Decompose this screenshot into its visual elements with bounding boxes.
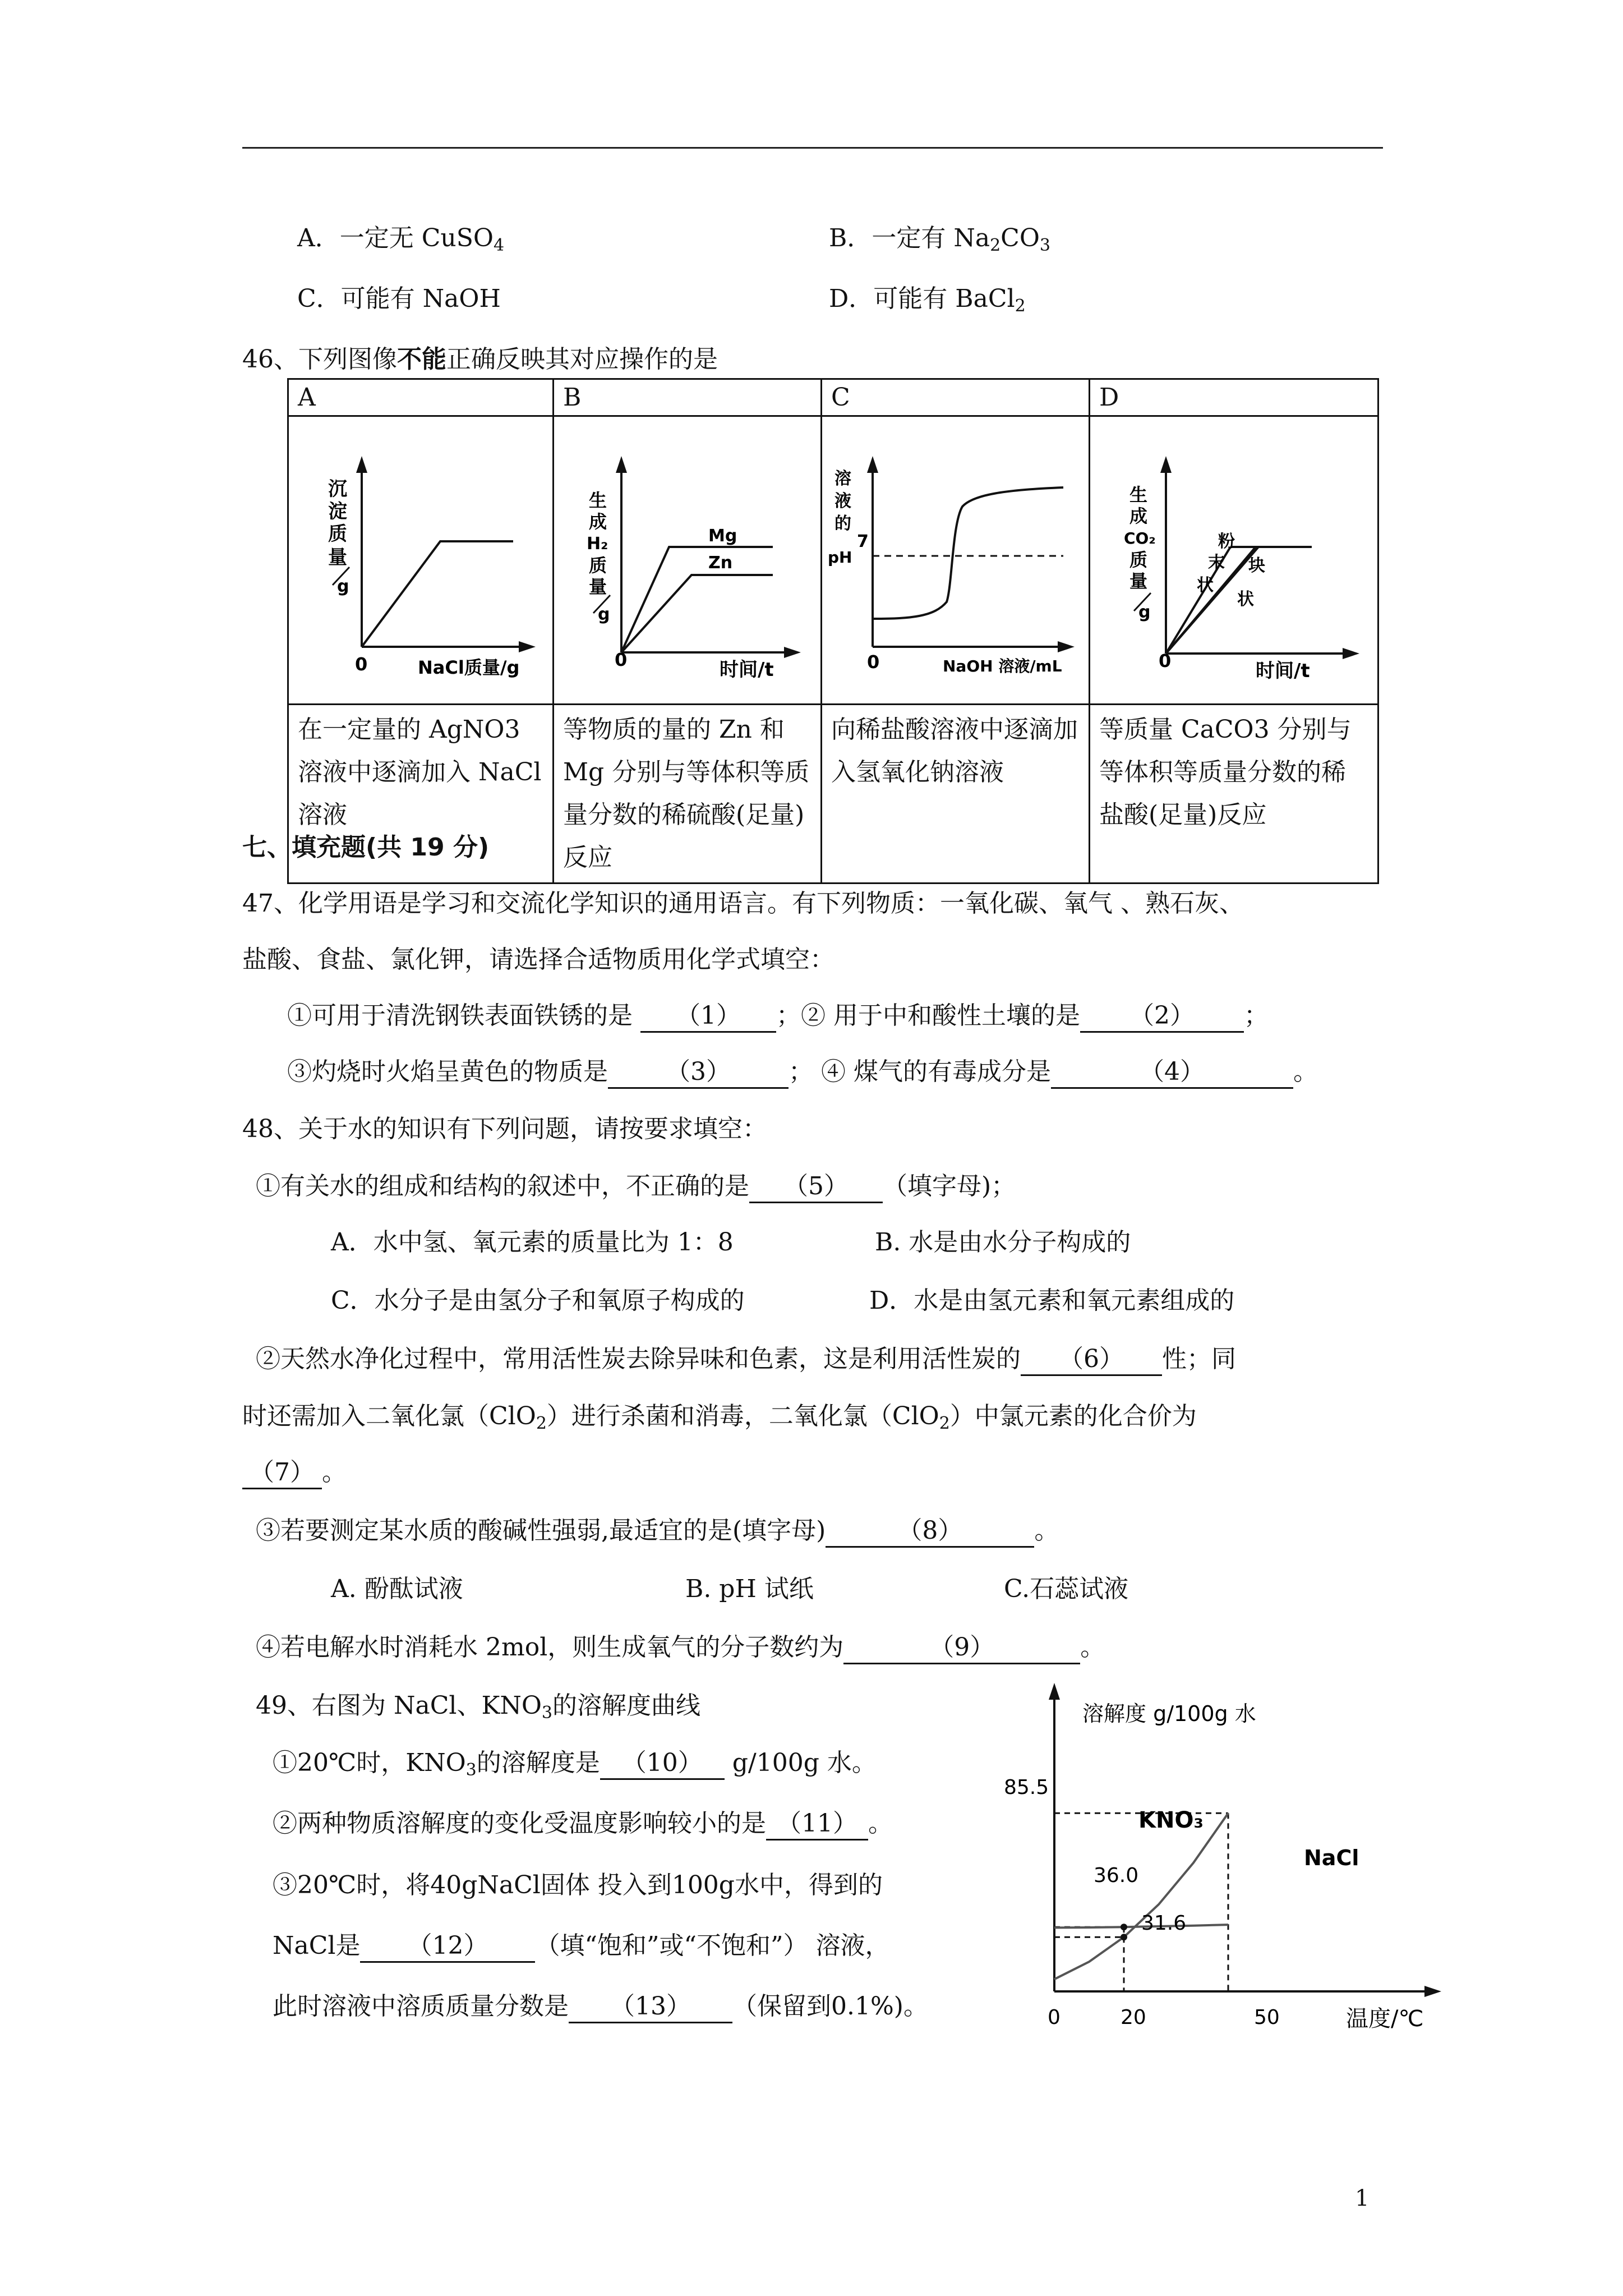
q48-p5: ③若要测定某水质的酸碱性强弱,最适宜的是(填字母) （8） 。 xyxy=(256,1510,1059,1548)
q45-option-a: A．一定无 CuSO$_4$ xyxy=(297,224,505,255)
blank-9[interactable]: （9） xyxy=(843,1627,1080,1664)
q48-method-a: A. 酚酞试液 xyxy=(331,1575,463,1603)
graph-d-ylabel-1: 生 xyxy=(1129,484,1148,505)
solubility-chart xyxy=(998,1677,1503,2059)
q49-p3: ③20℃时，将40gNaCl固体 投入到100g水中，得到的 xyxy=(273,1871,883,1899)
x-tick-50: 50 xyxy=(1254,2006,1280,2029)
q48-p6: ④若电解水时消耗水 2mol，则生成氧气的分子数约为 （9） 。 xyxy=(256,1627,1105,1664)
q47-line4: ③灼烧时火焰呈黄色的物质是 （3） ； ④ 煤气的有毒成分是 （4） 。 xyxy=(287,1051,1318,1089)
q48-option-a: A．水中氢、氧元素的质量比为 1：8 xyxy=(331,1228,734,1257)
q48-p2: ②天然水净化过程中，常用活性炭去除异味和色素，这是利用活性炭的 （6） 性；同 xyxy=(256,1338,1236,1376)
blank-3[interactable]: （3） xyxy=(608,1051,789,1089)
blank-11[interactable]: （11） xyxy=(766,1803,868,1841)
label-31-6: 31.6 xyxy=(1141,1912,1187,1935)
graph-b-mg-label: Mg xyxy=(708,526,737,546)
label-85-5: 85.5 xyxy=(1004,1776,1049,1799)
graph-c-seven: 7 xyxy=(857,532,869,551)
q48-title: 48、关于水的知识有下列问题，请按要求填空： xyxy=(242,1115,767,1143)
graph-b-origin: 0 xyxy=(615,649,628,670)
blank-8[interactable]: （8） xyxy=(826,1510,1034,1548)
q46-desc-b: 等物质的量的 Zn 和 Mg 分别与等体积等质量分数的稀硫酸(足量)反应 xyxy=(554,705,822,884)
solubility-ylabel: 溶解度 g/100g 水 xyxy=(1082,1701,1256,1726)
label-36-0: 36.0 xyxy=(1094,1864,1139,1887)
nacl-label: NaCl xyxy=(1304,1846,1359,1870)
graph-b xyxy=(554,416,822,705)
graph-a-ylabel-2: 淀 xyxy=(328,500,347,523)
blank-4[interactable]: （4） xyxy=(1051,1051,1293,1089)
q46-header-d: D xyxy=(1090,379,1378,416)
q49-p1: ①20℃时，$KNO_3$的溶解度是 （10） g/100g 水。 xyxy=(273,1742,877,1780)
q47-line1: 47、化学用语是学习和交流化学知识的通用语言。有下列物质：一氧化碳、氧气 、熟石灰、 xyxy=(242,889,1244,918)
graph-a-ylabel-4: 量 xyxy=(328,546,347,569)
blank-1[interactable]: （1） xyxy=(640,995,776,1033)
q46-desc-c: 向稀盐酸溶液中逐滴加入氢氧化钠溶液 xyxy=(822,705,1090,884)
blank-7[interactable]: （7） xyxy=(242,1452,322,1489)
q48-option-d: D．水是由氢元素和氧元素组成的 xyxy=(869,1286,1235,1315)
q48-method-b: B. pH 试纸 xyxy=(685,1575,814,1603)
graph-d-ylabel-3: CO₂ xyxy=(1124,529,1156,547)
q46-header-c: C xyxy=(822,379,1090,416)
blank-10[interactable]: （10） xyxy=(600,1742,725,1780)
q49-p5: 此时溶液中溶质质量分数是 （13） （保留到0.1%)。 xyxy=(273,1986,928,2023)
q48-option-c: C．水分子是由氢分子和氧原子构成的 xyxy=(331,1286,745,1315)
header-rule xyxy=(242,147,1383,149)
graph-d-yunit: g xyxy=(1138,602,1151,622)
blank-6[interactable]: （6） xyxy=(1021,1338,1162,1376)
graph-b-xlabel: 时间/t xyxy=(720,659,774,681)
graph-d-xlabel: 时间/t xyxy=(1256,660,1310,682)
graph-b-ylabel-4: 质 xyxy=(589,555,607,576)
q46-table xyxy=(287,378,1379,884)
q46-header-b: B xyxy=(554,379,822,416)
graph-c-ylabel-2: 液 xyxy=(834,491,851,511)
graph-d-line1-label-3: 状 xyxy=(1197,576,1214,595)
q48-option-b: B. 水是由水分子构成的 xyxy=(875,1228,1131,1257)
q46-desc-d: 等质量 CaCO3 分别与等体积等质量分数的稀盐酸(足量)反应 xyxy=(1090,705,1378,884)
q49-p2: ②两种物质溶解度的变化受温度影响较小的是 （11） 。 xyxy=(273,1803,893,1841)
page-number: 1 xyxy=(1355,2185,1370,2211)
q47-line3: ①可用于清洗钢铁表面铁锈的是 （1） ；② 用于中和酸性土壤的是 （2） ； xyxy=(287,995,1269,1033)
graph-d-ylabel-5: 量 xyxy=(1129,570,1148,592)
graph-c-origin: 0 xyxy=(867,651,880,673)
q47-line2: 盐酸、食盐、氯化钾，请选择合适物质用化学式填空： xyxy=(242,945,834,974)
graph-c-ylabel-3: 的 xyxy=(834,514,851,533)
graph-d-origin: 0 xyxy=(1159,650,1172,671)
x-tick-20: 20 xyxy=(1121,2006,1146,2029)
q48-p1: ①有关水的组成和结构的叙述中，不正确的是 （5） （填字母)； xyxy=(256,1166,1016,1203)
graph-d xyxy=(1090,416,1378,705)
q48-p3: 时还需加入二氧化氯（ClO$_2$）进行杀菌和消毒，二氧化氯（ClO$_2$）中氯元素的化合价为 xyxy=(242,1402,1197,1433)
series-kno3 xyxy=(1054,1813,1228,1979)
blank-2[interactable]: （2） xyxy=(1080,995,1244,1033)
graph-c xyxy=(822,416,1090,705)
graph-c-ylabel-4: pH xyxy=(828,548,852,567)
q48-method-c: C.石蕊试液 xyxy=(1004,1575,1129,1603)
q45-option-c: C．可能有 NaOH xyxy=(297,284,501,313)
graph-b-ylabel-3: H₂ xyxy=(587,534,608,554)
graph-d-line2-label-2: 状 xyxy=(1237,590,1254,609)
graph-b-ylabel-5: 量 xyxy=(589,576,607,597)
q45-option-b: B．一定有 $Na_2CO_3$ xyxy=(829,224,1050,255)
q49-title: 49、右图为 NaCl、$KNO_3$的溶解度曲线 xyxy=(256,1691,700,1723)
kno3-label: KNO₃ xyxy=(1138,1807,1204,1833)
solubility-xlabel: 温度/℃ xyxy=(1346,2006,1424,2032)
graph-a xyxy=(288,416,554,705)
graph-b-ylabel-1: 生 xyxy=(589,490,607,511)
q46-stem: 46、下列图像不能正确反映其对应操作的是 xyxy=(242,345,718,374)
graph-a-ylabel-3: 质 xyxy=(328,523,347,545)
graph-b-zn-label: Zn xyxy=(708,553,733,573)
graph-c-ylabel-1: 溶 xyxy=(834,469,851,489)
q46-desc-a: 在一定量的 AgNO3 溶液中逐滴加入 NaCl 溶液 xyxy=(288,705,554,884)
graph-d-ylabel-2: 成 xyxy=(1129,505,1148,527)
point-kno3-20 xyxy=(1121,1934,1127,1940)
blank-12[interactable]: （12） xyxy=(360,1925,535,1963)
graph-b-yunit: g xyxy=(598,605,610,624)
graph-d-line2-label-1: 块 xyxy=(1248,556,1265,576)
blank-5[interactable]: （5） xyxy=(749,1166,883,1203)
q49-p4: NaCl是 （12） （填“饱和”或“不饱和”） 溶液， xyxy=(273,1925,889,1963)
q48-p4: （7） 。 xyxy=(242,1452,347,1489)
graph-d-line1-label-1: 粉 xyxy=(1218,532,1235,551)
graph-d-line1-label-2: 末 xyxy=(1208,553,1225,573)
x-tick-0: 0 xyxy=(1048,2006,1061,2029)
section-7-title: 七、填充题(共 19 分) xyxy=(242,833,490,862)
point-nacl-20 xyxy=(1121,1924,1127,1930)
q46-header-a: A xyxy=(288,379,554,416)
graph-a-origin: 0 xyxy=(355,654,368,675)
blank-13[interactable]: （13） xyxy=(569,1986,732,2023)
graph-c-xlabel: NaOH 溶液/mL xyxy=(943,657,1062,675)
q45-option-d: D．可能有 BaCl$_2$ xyxy=(829,284,1026,316)
graph-d-ylabel-4: 质 xyxy=(1129,549,1148,570)
graph-a-ylabel-1: 沉 xyxy=(328,478,347,500)
graph-b-ylabel-2: 成 xyxy=(589,511,607,532)
graph-a-xlabel: NaCl质量/g xyxy=(418,657,520,678)
graph-a-yunit: g xyxy=(337,577,349,596)
